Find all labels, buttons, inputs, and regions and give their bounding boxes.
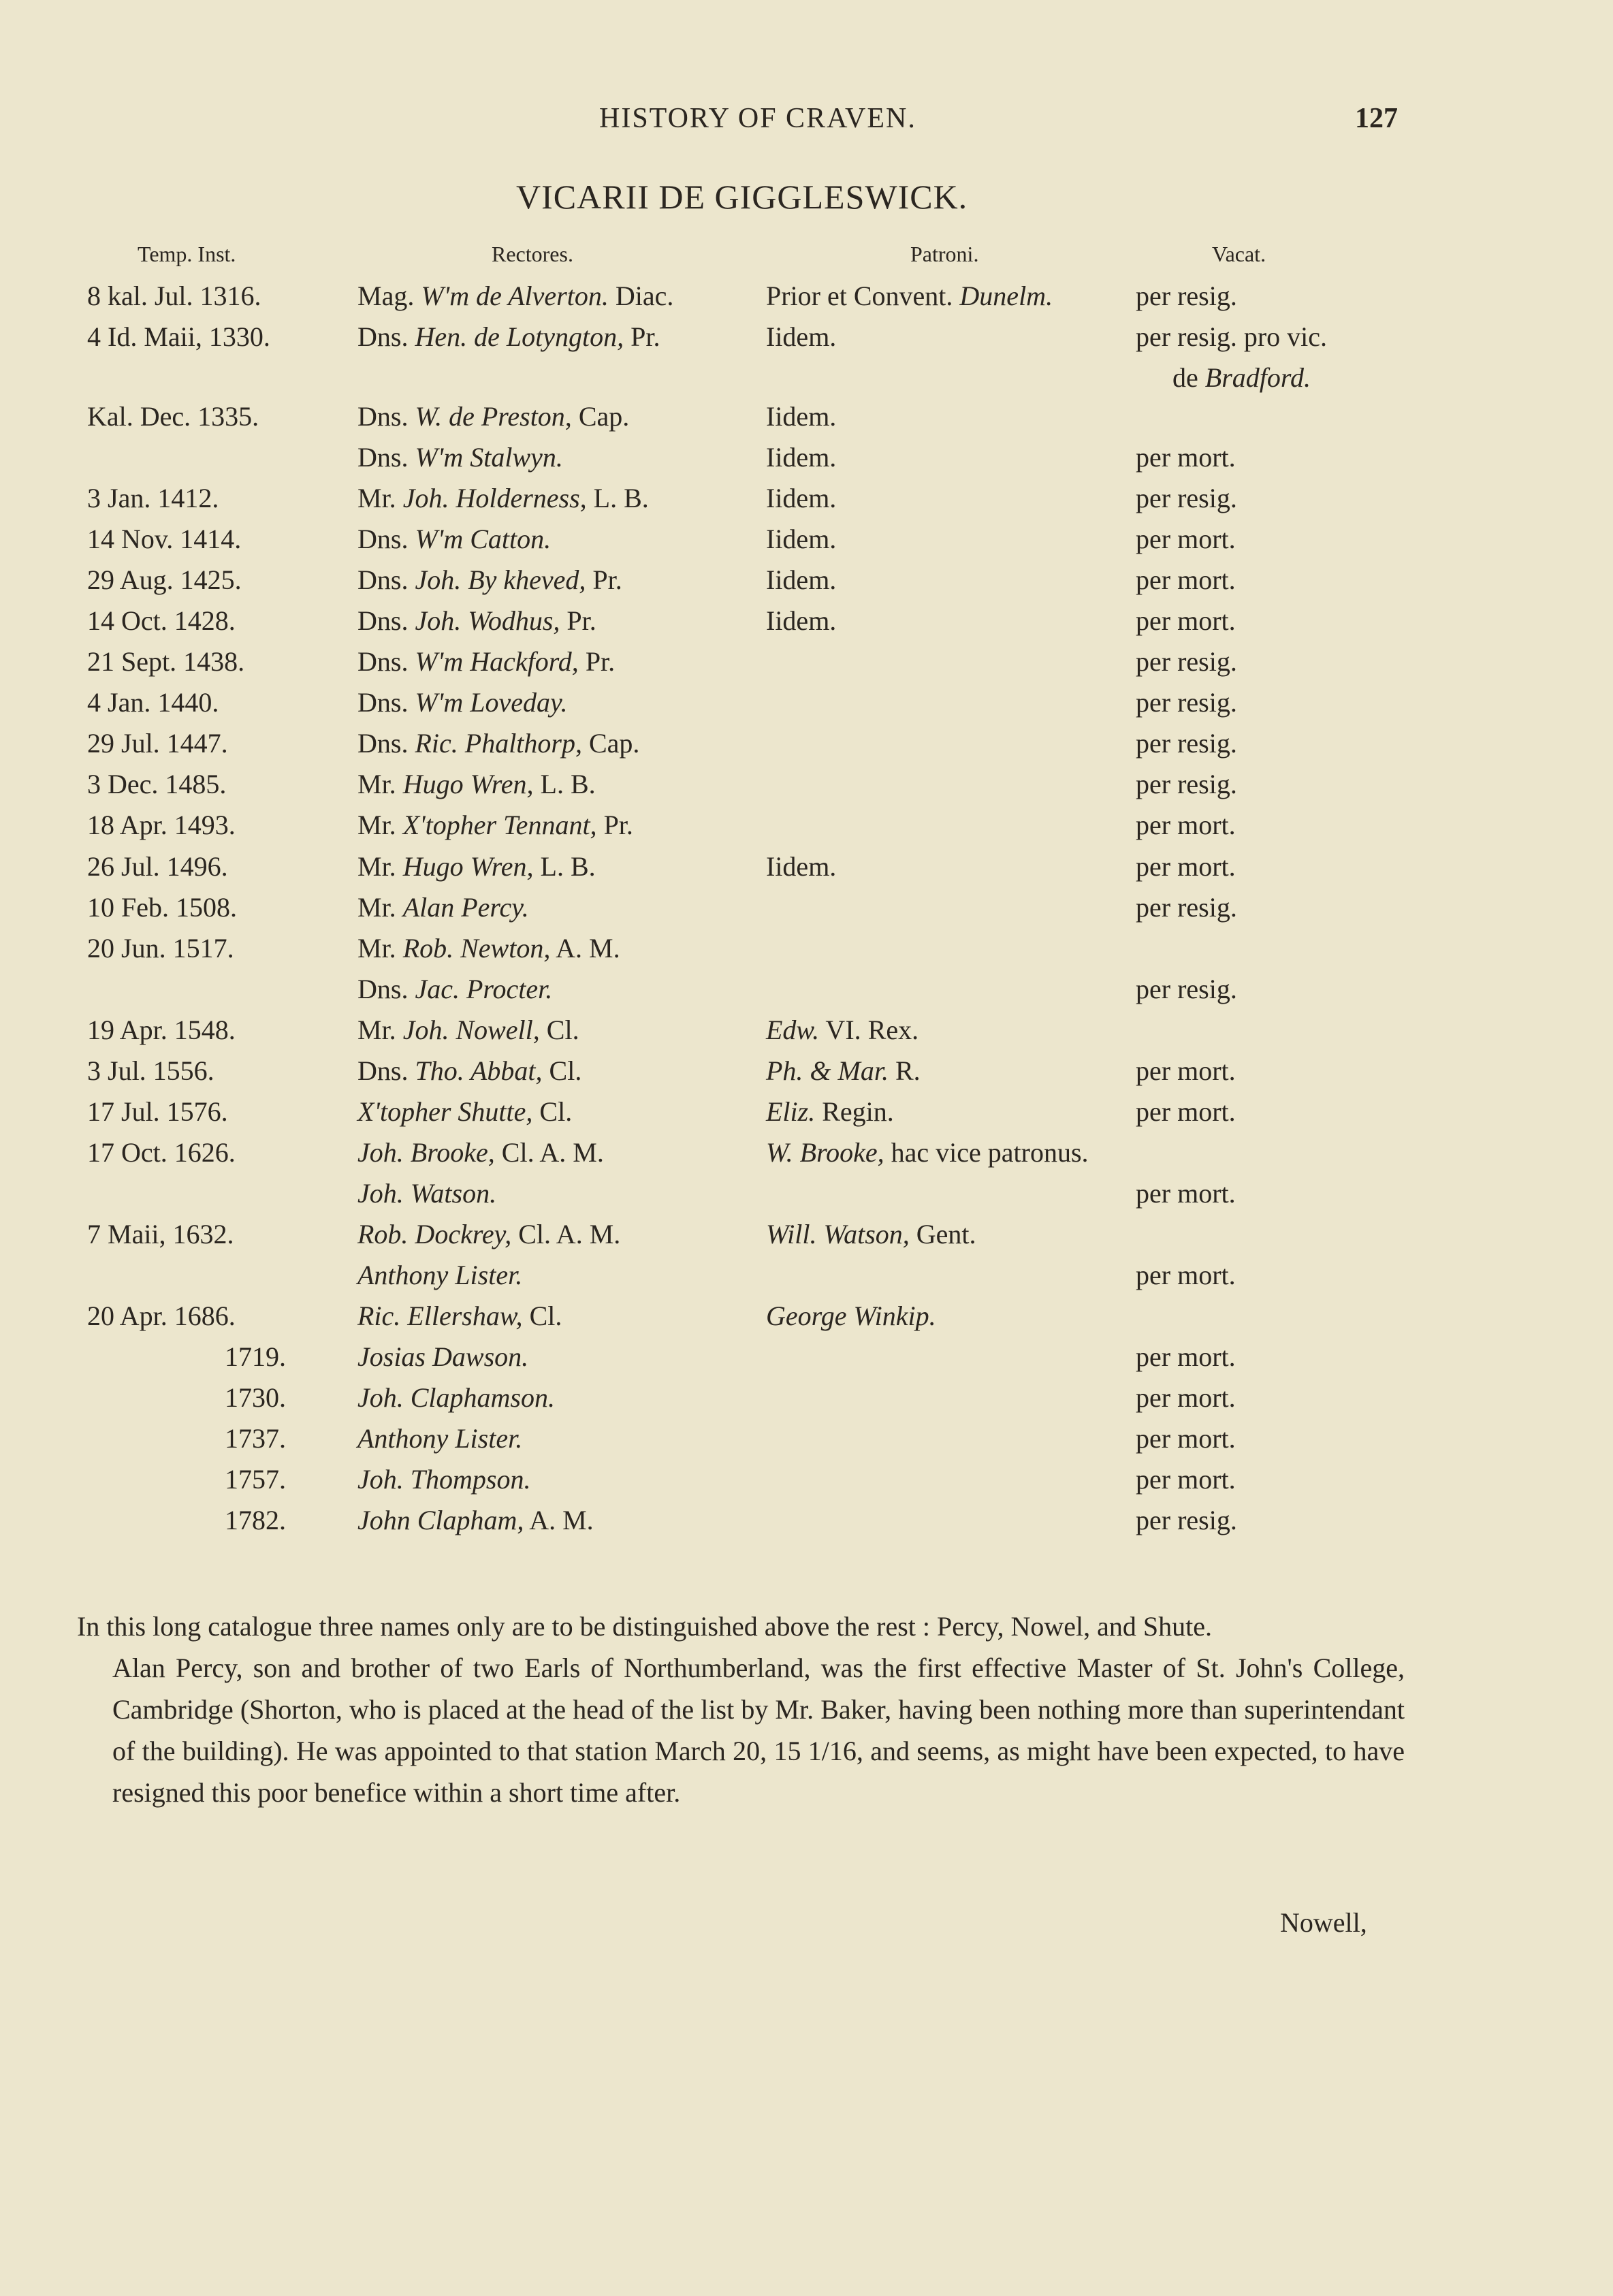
rector-cell [357,276,673,317]
table-row [0,1377,1613,1418]
rector-title: Dns. [357,1055,415,1086]
rector-cell [357,519,551,560]
rector-cell [357,887,529,928]
rector-name: Rob. Dockrey, [357,1219,512,1249]
column-header-vacat: Vacat. [1212,242,1266,266]
rector-name: Joh. Wodhus, [415,605,560,636]
rector-cell [357,846,596,887]
institution-date: 1757. [225,1464,286,1495]
rector-cell [357,601,596,641]
table-row [0,396,1613,437]
rector-title: Dns. [357,401,415,432]
table-row [0,805,1613,846]
institution-date: 18 Apr. 1493. [87,810,236,840]
rector-name: Hen. de Lotyngton, [415,321,624,352]
rector-cell [357,723,639,764]
patron-text: Iidem. [766,851,837,882]
rector-name: W'm Loveday. [415,687,568,718]
page-number: 127 [1355,103,1398,134]
institution-date: 10 Feb. 1508. [87,892,237,923]
rector-name: Hugo Wren, [402,769,534,799]
patron-cell [766,317,836,357]
patron-cell [766,1091,894,1132]
patron-cell [766,601,836,641]
patron-cell [766,1296,936,1337]
patron-text: Iidem. [766,483,837,513]
rector-name: John Clapham, [357,1505,524,1535]
body-text [77,1606,1405,1813]
patron-cell [766,478,836,519]
rector-name: Josias Dawson. [357,1341,529,1372]
patron-cell [766,1132,1089,1173]
patron-cell [766,1010,919,1051]
table-row [0,723,1613,764]
patron-cell [766,1214,976,1255]
vacat-cell: per mort. [1136,810,1236,840]
patron-text: VI. Rex. [819,1015,919,1045]
table-row [0,887,1613,928]
rector-degree: Pr. [596,810,633,840]
rector-cell [357,396,629,437]
rector-title: Dns. [357,974,415,1004]
institution-date: 4 Jan. 1440. [87,687,219,718]
rector-cell [357,641,615,682]
patron-cell [766,846,836,887]
rector-degree: Pr. [578,646,616,677]
rector-title: Dns. [357,605,415,636]
rector-name: Jac. Procter. [415,974,553,1004]
rector-degree: Cap. [581,728,640,759]
vacat-cell: per mort. [1136,1178,1236,1209]
rector-degree: A. M. [550,933,620,963]
rector-cell [357,437,563,478]
rector-cell [357,682,568,723]
rector-title: Dns. [357,728,415,759]
rector-cell [357,560,622,601]
table-row [0,1337,1613,1377]
vacat-place: Bradford. [1204,362,1311,393]
patron-cell [766,519,836,560]
rector-cell [357,1459,530,1500]
patron-text: Regin. [815,1096,894,1127]
table-row [0,1010,1613,1051]
patron-text: Iidem. [766,564,837,595]
rector-degree: Cl. [539,1015,579,1045]
table-row [0,1214,1613,1255]
rector-cell [357,478,649,519]
institution-date: 1782. [225,1505,286,1535]
patron-text: Iidem. [766,401,837,432]
vacat-cell: per resig. [1136,646,1237,677]
rector-name: Tho. Abbat, [415,1055,543,1086]
patron-cell [766,1051,921,1091]
table-row [0,1296,1613,1337]
patron-italic: Eliz. [766,1096,816,1127]
table-row [0,1459,1613,1500]
vacat-cell: per mort. [1136,1096,1236,1127]
rector-name: Ric. Phalthorp, [415,728,582,759]
rector-name: Joh. By kheved, [415,564,586,595]
vacat-cell [1172,357,1311,398]
table-row [0,519,1613,560]
table-row [0,641,1613,682]
rector-cell [357,1010,579,1051]
rector-cell [357,1418,522,1459]
rector-title: Dns. [357,646,415,677]
table-row [0,846,1613,887]
rector-degree: Cl. A. M. [494,1137,604,1168]
table-row [0,1132,1613,1173]
institution-date: 17 Oct. 1626. [87,1137,236,1168]
rector-cell [357,764,596,805]
rector-title: Mr. [357,851,403,882]
rector-title: Mr. [357,1015,403,1045]
rector-cell [357,1377,555,1418]
table-row [0,1051,1613,1091]
rector-title: Mr. [357,483,403,513]
rector-name: Joh. Watson. [357,1178,497,1209]
patron-italic: Ph. & Mar. [766,1055,889,1086]
rector-degree: Diac. [608,281,674,311]
rector-degree: Cl. [522,1301,562,1331]
patron-cell [766,276,1053,317]
patron-cell [766,560,836,601]
column-header-date: Temp. Inst. [138,242,236,266]
vacat-cell: per resig. [1136,974,1237,1004]
vacat-cell: per resig. [1136,483,1237,513]
rector-title: Dns. [357,442,415,473]
table-row [0,1091,1613,1132]
table-row [0,276,1613,317]
rector-cell [357,1255,522,1296]
vacat-cell: per mort. [1136,1464,1236,1495]
patron-italic: Edw. [766,1015,820,1045]
institution-date: 26 Jul. 1496. [87,851,228,882]
table-row [0,601,1613,641]
vacat-cell: per resig. [1136,281,1237,311]
rector-name: W'm de Alverton. [421,281,609,311]
institution-date: 3 Jan. 1412. [87,483,219,513]
rector-name: X'topher Shutte, [357,1096,533,1127]
vacat-cell: per mort. [1136,1055,1236,1086]
rector-name: Joh. Holderness, [402,483,587,513]
institution-date: 14 Oct. 1428. [87,605,236,636]
rector-name: Joh. Thompson. [357,1464,531,1495]
patron-italic: Dunelm. [959,281,1053,311]
table-row [0,682,1613,723]
vacat-cell: per mort. [1136,1341,1236,1372]
patron-text: R. [889,1055,921,1086]
table-row [0,478,1613,519]
institution-date: 8 kal. Jul. 1316. [87,281,261,311]
patron-text: Iidem. [766,524,837,554]
vacat-cell: per resig. pro vic. [1136,321,1328,352]
vacat-cell: per mort. [1136,605,1236,636]
table-row [0,1500,1613,1541]
rector-title: Mr. [357,933,403,963]
table-row [0,764,1613,805]
vacat-cell: per resig. [1136,687,1237,718]
column-header-rector: Rectores. [492,242,573,266]
rector-cell [357,1091,572,1132]
rector-name: Hugo Wren, [402,851,534,882]
vacat-cell: per mort. [1136,851,1236,882]
table-row [0,437,1613,478]
rector-degree: Cl. A. M. [511,1219,621,1249]
rector-degree: L. B. [586,483,649,513]
rector-degree: Pr. [586,564,622,595]
table-row [0,560,1613,601]
rector-name: Joh. Brooke, [357,1137,495,1168]
rector-degree: Cl. [542,1055,582,1086]
section-title: VICARII DE GIGGLESWICK. [516,178,968,216]
rector-cell [357,1173,496,1214]
rector-cell [357,1214,620,1255]
paragraph: Alan Percy, son and brother of two Earls of Northumberland, was the first effective Master of St. John's College, Cambridge (Shorton, who is placed at the head of the list by Mr. Baker, having been nothing more than superintendant of the building). He was appointed to that station March 20, 15 1/16, and seems, as might have been expected, to have resigned this poor benefice within a short time after. [112,1653,1405,1808]
rector-cell [357,317,660,357]
rector-name: Joh. Claphamson. [357,1382,555,1413]
vacat-text: de [1172,362,1205,393]
rector-degree: L. B. [533,851,596,882]
rector-title: Dns. [357,687,415,718]
table-row [0,1418,1613,1459]
patron-cell [766,437,836,478]
catchword: Nowell, [1280,1907,1367,1938]
rector-degree: Pr. [624,321,660,352]
institution-date: 29 Aug. 1425. [87,564,242,595]
institution-date: 21 Sept. 1438. [87,646,245,677]
table-row [0,928,1613,969]
rector-degree: Cap. [571,401,630,432]
institution-date: 7 Maii, 1632. [87,1219,234,1249]
institution-date: 1730. [225,1382,286,1413]
patron-text: Iidem. [766,605,837,636]
vacat-cell: per mort. [1136,1260,1236,1290]
patron-italic: W. Brooke, [766,1137,884,1168]
institution-date: 1737. [225,1423,286,1454]
rector-name: Rob. Newton, [402,933,551,963]
patron-text: Prior et Convent. [766,281,960,311]
rector-degree: A. M. [524,1505,594,1535]
column-header-patron: Patroni. [910,242,979,266]
rector-degree: Cl. [532,1096,573,1127]
rector-name: Alan Percy. [402,892,529,923]
patron-text: Iidem. [766,321,837,352]
rector-name: Ric. Ellershaw, [357,1301,523,1331]
rector-name: W. de Preston, [415,401,572,432]
rector-title: Mr. [357,810,403,840]
rector-title: Dns. [357,321,415,352]
institution-date: Kal. Dec. 1335. [87,401,259,432]
institution-date: 19 Apr. 1548. [87,1015,236,1045]
patron-text: Gent. [909,1219,976,1249]
rector-title: Dns. [357,564,415,595]
vacat-cell: per resig. [1136,728,1237,759]
rector-name: Anthony Lister. [357,1260,523,1290]
table-row [0,1255,1613,1296]
rector-title: Mr. [357,892,403,923]
institution-date: 4 Id. Maii, 1330. [87,321,270,352]
institution-date: 14 Nov. 1414. [87,524,242,554]
vacat-cell: per mort. [1136,1382,1236,1413]
rector-name: X'topher Tennant, [402,810,597,840]
patron-italic: George Winkip. [766,1301,936,1331]
patron-italic: Will. Watson, [766,1219,910,1249]
table-row [0,1173,1613,1214]
rector-cell [357,1296,562,1337]
rector-title: Mr. [357,769,403,799]
table-row [0,357,1613,398]
institution-date: 29 Jul. 1447. [87,728,228,759]
rector-degree: Pr. [560,605,596,636]
rector-cell [357,805,633,846]
vacat-cell: per mort. [1136,524,1236,554]
rector-name: W'm Catton. [415,524,552,554]
rector-cell [357,1051,581,1091]
table-row [0,317,1613,357]
running-title: HISTORY OF CRAVEN. [599,103,916,134]
institution-date: 3 Jul. 1556. [87,1055,214,1086]
institution-date: 3 Dec. 1485. [87,769,227,799]
rector-cell [357,969,552,1010]
vacat-cell: per resig. [1136,769,1237,799]
rector-title: Dns. [357,524,415,554]
rector-cell [357,1337,528,1377]
institution-date: 1719. [225,1341,286,1372]
rector-name: W'm Hackford, [415,646,579,677]
institution-date: 17 Jul. 1576. [87,1096,228,1127]
paragraph: In this long catalogue three names only are to be distinguished above the rest : Percy, Nowel, and Shute. [77,1611,1212,1642]
rector-cell [357,1500,594,1541]
vacat-cell: per resig. [1136,1505,1237,1535]
vacat-cell: per mort. [1136,1423,1236,1454]
vacat-cell: per resig. [1136,892,1237,923]
patron-cell [766,396,836,437]
rector-degree: L. B. [533,769,596,799]
rector-cell [357,1132,604,1173]
rector-name: W'm Stalwyn. [415,442,563,473]
rector-name: Joh. Nowell, [402,1015,540,1045]
rector-title: Mag. [357,281,421,311]
vacat-cell: per mort. [1136,564,1236,595]
rector-cell [357,928,620,969]
vacat-cell: per mort. [1136,442,1236,473]
patron-text: Iidem. [766,442,837,473]
rector-name: Anthony Lister. [357,1423,523,1454]
institution-date: 20 Apr. 1686. [87,1301,236,1331]
patron-text: hac vice patronus. [884,1137,1089,1168]
table-row [0,969,1613,1010]
institution-date: 20 Jun. 1517. [87,933,234,963]
